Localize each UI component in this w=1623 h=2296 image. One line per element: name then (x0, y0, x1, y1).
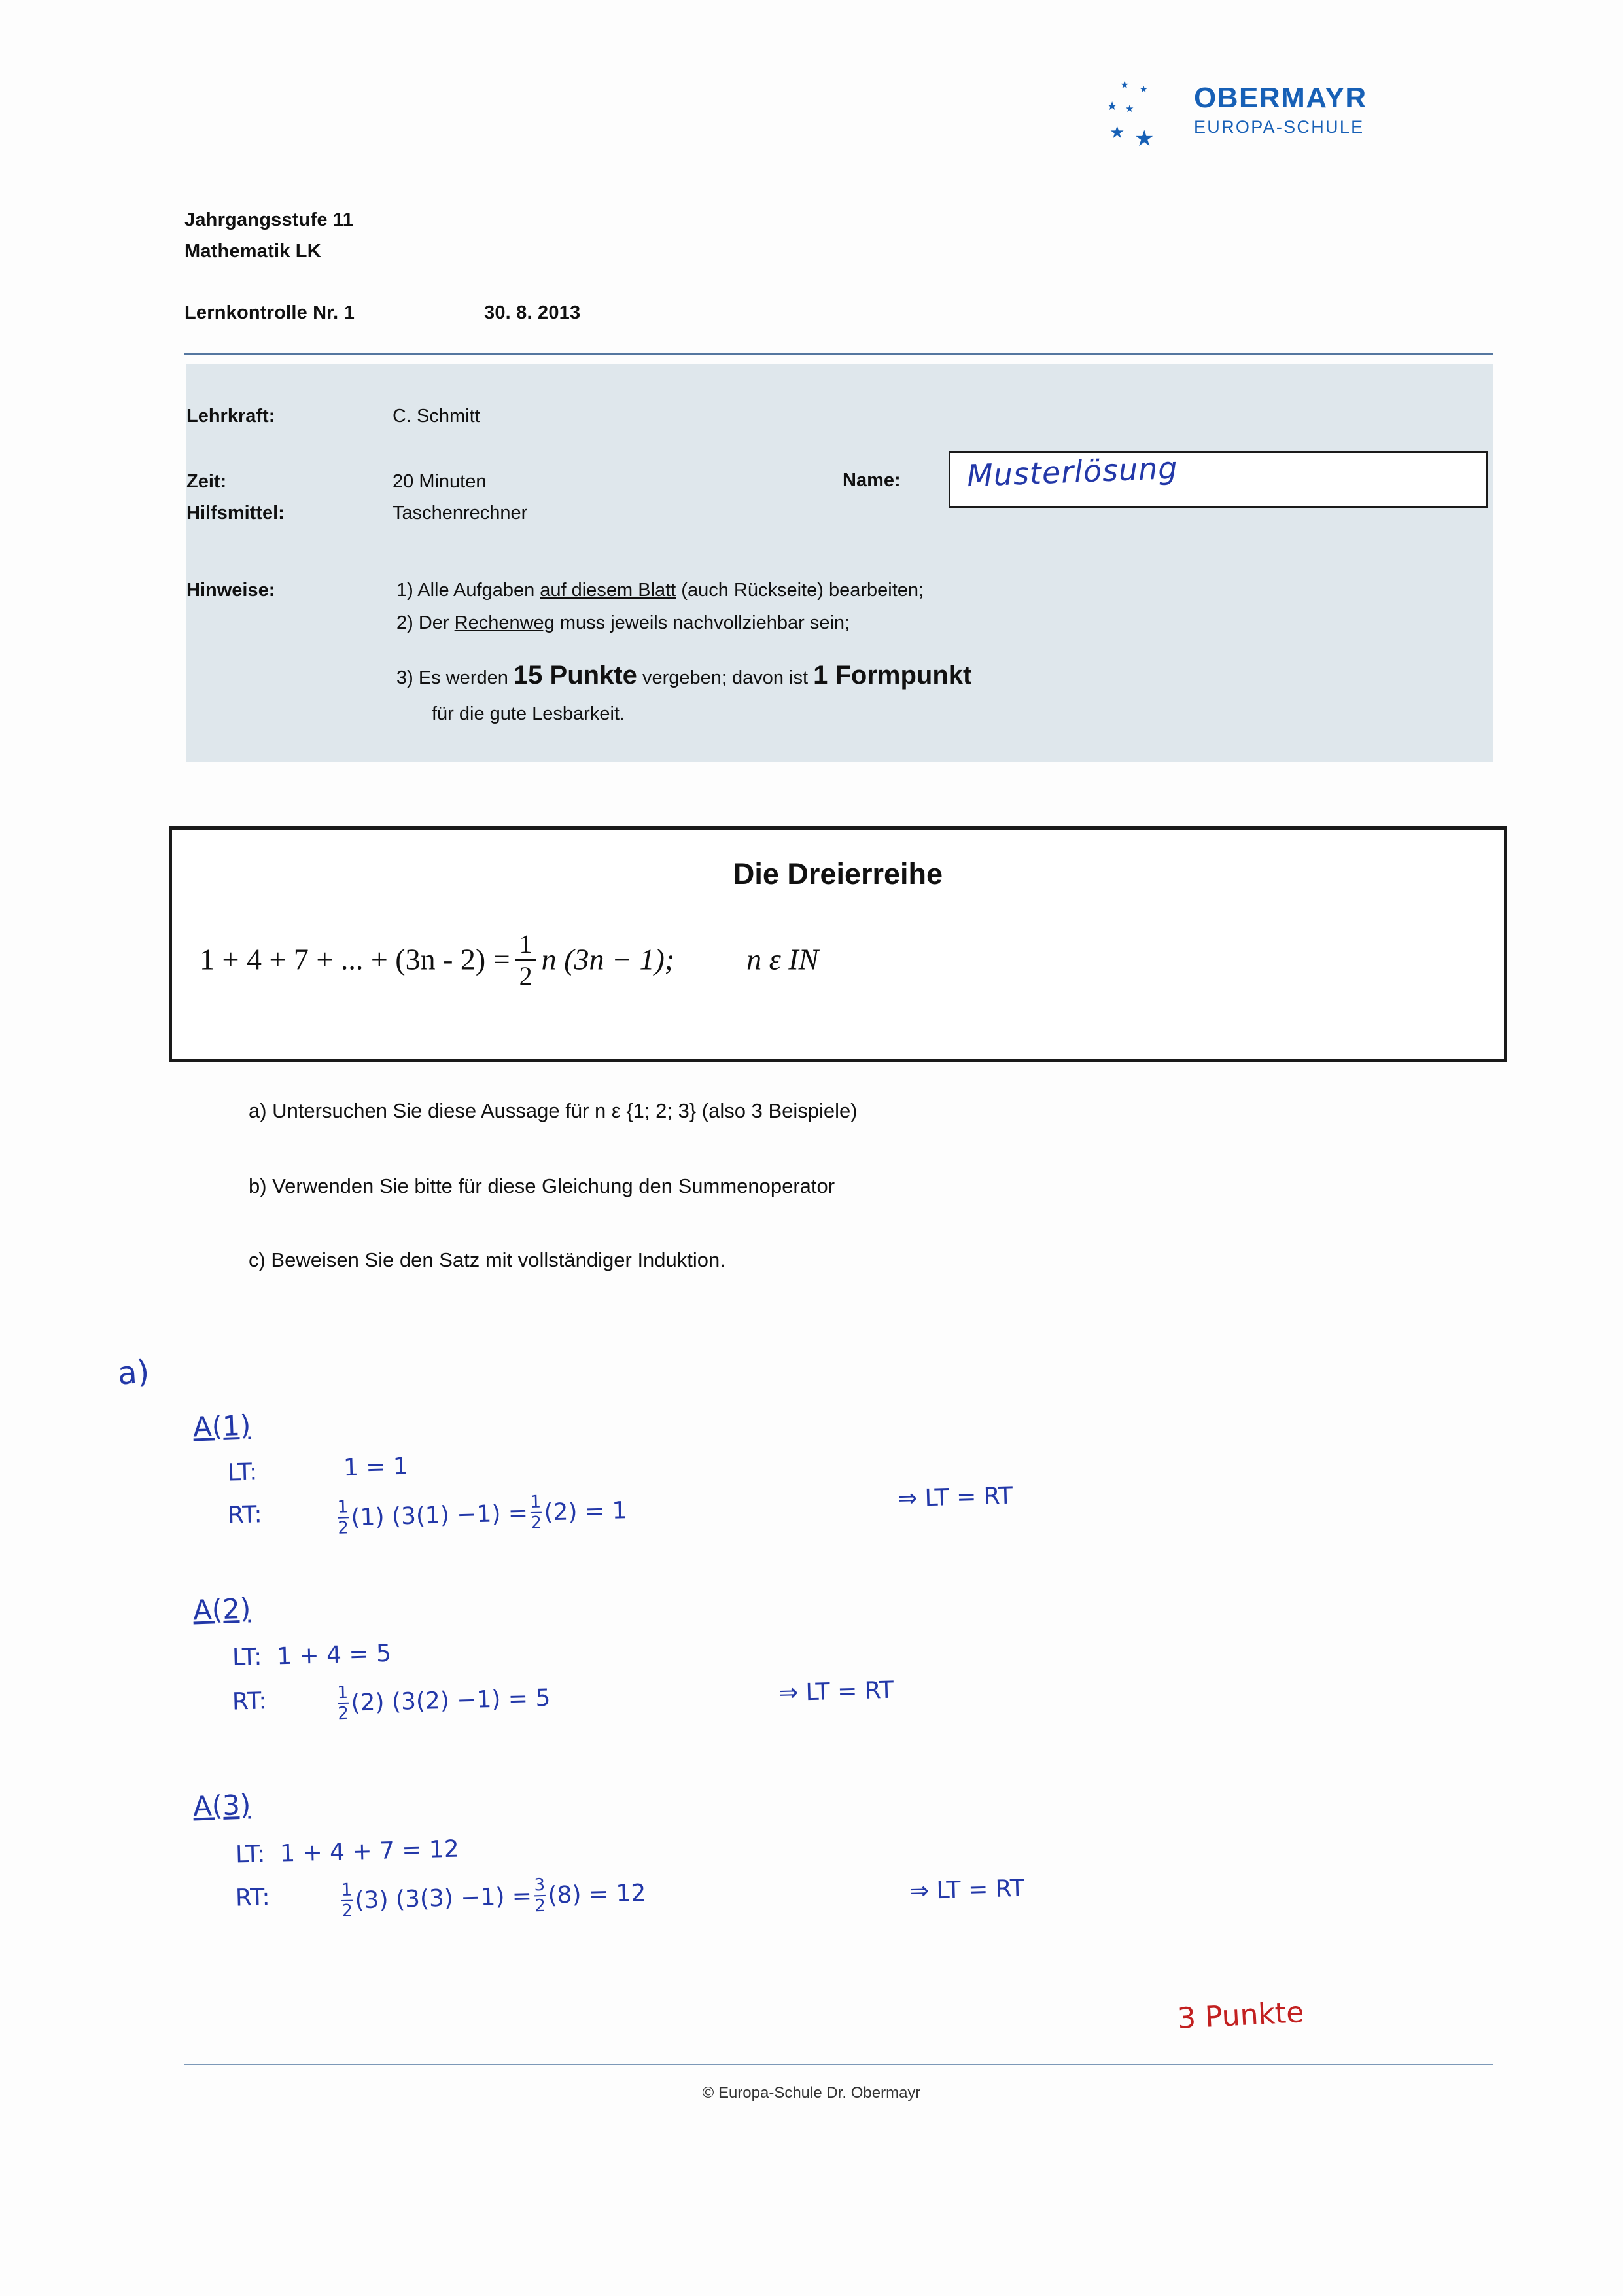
handwritten-case2-title: A(2) (192, 1592, 252, 1627)
handwritten-case2-rt-label: RT: (232, 1687, 268, 1716)
aids-label: Hilfsmittel: (186, 503, 285, 523)
task-title: Die Dreierreihe (733, 857, 943, 891)
case1-frac1 (337, 1497, 349, 1538)
handwritten-case1-rt-value (334, 1491, 627, 1540)
case3-rt-expr: (3) (3(3) −1) = (355, 1882, 532, 1915)
case3-lt-label: LT: (235, 1841, 266, 1869)
case3-frac2-den: 2 (534, 1896, 546, 1916)
subtask-a: a) Untersuchen Sie diese Aussage für n ε {1; 2; 3} (also 3 Beispiele) (249, 1099, 858, 1122)
teacher-score-annotation: 3 Punkte (1176, 1995, 1305, 2036)
school-logo (1106, 75, 1413, 170)
logo-subtitle: EUROPA-SCHULE (1194, 117, 1365, 137)
subtask-c: c) Beweisen Sie den Satz mit vollständiger Induktion. (249, 1248, 725, 1271)
formula-frac-den: 2 (515, 959, 536, 991)
teacher-label: Lehrkraft: (186, 406, 275, 427)
note-1 (396, 580, 924, 601)
note-2 (396, 612, 850, 634)
note-2-underlined: Rechenweg (454, 612, 555, 633)
case1-rt-expr: (1) (3(1) −1) = (351, 1500, 529, 1532)
case1-frac2-num: 1 (530, 1492, 542, 1513)
handwritten-case3-conclusion: ⇒ LT = RT (909, 1875, 1025, 1905)
case2-frac1-num: 1 (337, 1682, 349, 1703)
note-1-post: (auch Rückseite) bearbeiten; (676, 580, 924, 601)
name-label: Name: (843, 470, 901, 491)
handwritten-case3-rt-value (338, 1874, 646, 1922)
case1-frac2 (530, 1492, 542, 1533)
case2-lt-value: 1 + 4 = 5 (276, 1640, 392, 1670)
note-3-line2: für die gute Lesbarkeit. (432, 703, 625, 724)
note-2-pre: 2) Der (396, 612, 455, 633)
footer-copyright: © Europa-Schule Dr. Obermayr (702, 2084, 921, 2102)
formula-mid: n (3n − 1); (541, 942, 675, 976)
formula-frac-num: 1 (519, 929, 532, 959)
formula-fraction (515, 928, 536, 991)
grade-line: Jahrgangsstufe 11 (184, 209, 354, 230)
handwritten-case3-title: A(3) (192, 1788, 252, 1823)
handwritten-part-label: a) (116, 1353, 151, 1392)
formula-left: 1 + 4 + 7 + ... + (3n - 2) = (200, 942, 510, 976)
aids-value: Taschenrechner (393, 503, 528, 523)
info-box (186, 364, 1493, 762)
handwritten-case3-lt (236, 1836, 460, 1869)
handwritten-case2-rt-value (334, 1679, 551, 1725)
stars-icon: ★ ★ ★ ★ ★ ★ (1107, 80, 1155, 151)
case1-rt-expr2: (2) = 1 (544, 1497, 628, 1527)
formula-right: n ε IN (746, 942, 819, 976)
note-2-post: muss jeweils nachvollziehbar sein; (554, 612, 850, 633)
note-1-pre: 1) Alle Aufgaben (396, 580, 540, 601)
case2-frac1 (337, 1683, 349, 1723)
case1-frac1-num: 1 (337, 1497, 349, 1517)
task-formula (200, 931, 818, 994)
task-box (169, 826, 1507, 1062)
note-3 (396, 661, 971, 690)
footer-divider (184, 2064, 1493, 2065)
case3-rt-expr2: (8) = 12 (548, 1879, 646, 1909)
case1-frac2-den: 2 (531, 1513, 542, 1534)
note-3-points: 15 Punkte (513, 661, 637, 690)
logo-title: OBERMAYR (1194, 82, 1367, 114)
time-label: Zeit: (186, 471, 227, 492)
case1-frac1-den: 2 (338, 1518, 349, 1538)
subject-line: Mathematik LK (184, 241, 321, 262)
case3-frac1-den: 2 (341, 1901, 353, 1922)
handwritten-case1-lt-value: 1 = 1 (343, 1453, 409, 1482)
test-number: Lernkontrolle Nr. 1 (184, 302, 355, 323)
case2-frac1-den: 2 (338, 1703, 349, 1724)
case3-lt-value: 1 + 4 + 7 = 12 (279, 1835, 460, 1867)
case2-rt-expr: (2) (3(2) −1) = 5 (351, 1684, 551, 1717)
handwritten-case1-rt-label: RT: (227, 1501, 263, 1529)
note-1-underlined: auf diesem Blatt (540, 580, 676, 601)
case2-lt-label: LT: (232, 1644, 262, 1672)
name-handwritten-value: Musterlösung (966, 450, 1179, 494)
notes-label: Hinweise: (186, 580, 275, 601)
handwritten-case1-lt-label: LT: (227, 1458, 258, 1487)
header-divider (184, 353, 1493, 355)
note-3-mid: vergeben; davon ist (637, 667, 814, 688)
handwritten-case2-lt (232, 1640, 392, 1671)
teacher-value: C. Schmitt (393, 406, 480, 427)
case3-frac2 (534, 1875, 546, 1916)
handwritten-case2-conclusion: ⇒ LT = RT (778, 1676, 894, 1707)
note-3-formpoint: 1 Formpunkt (813, 661, 972, 690)
test-date: 30. 8. 2013 (484, 302, 581, 323)
subtask-b: b) Verwenden Sie bitte für diese Gleichung den Summenoperator (249, 1174, 835, 1197)
handwritten-case3-rt-label: RT: (235, 1884, 271, 1912)
handwritten-case1-conclusion: ⇒ LT = RT (897, 1482, 1013, 1513)
case3-frac1 (341, 1881, 353, 1921)
case3-frac1-num: 1 (341, 1880, 353, 1901)
note-3-pre: 3) Es werden (396, 667, 514, 688)
handwritten-case1-title: A(1) (192, 1409, 252, 1443)
time-value: 20 Minuten (393, 471, 487, 492)
case3-frac2-num: 3 (534, 1875, 546, 1896)
